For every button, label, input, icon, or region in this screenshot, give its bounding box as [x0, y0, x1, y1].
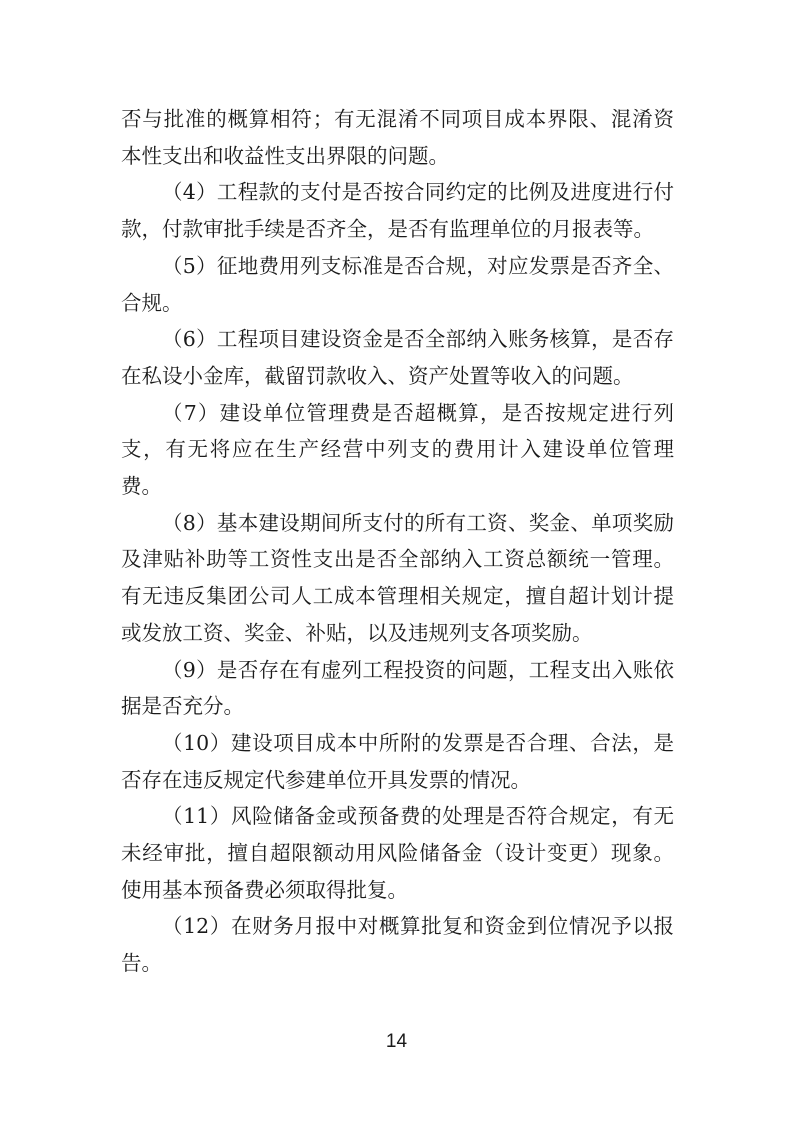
paragraph-item-11: （11）风险储备金或预备费的处理是否符合规定，有无未经审批，擅自超限额动用风险储备金（设计变更）现象。使用基本预备费必须取得批复。	[121, 804, 674, 902]
paragraph-item-8: （8）基本建设期间所支付的所有工资、奖金、单项奖励及津贴补助等工资性支出是否全部纳入工资总额统一管理。有无违反集团公司人工成本管理相关规定，擅自超计划计提或发放工资、奖金、补贴，以及违规列支各项奖励。	[121, 510, 674, 645]
paragraph-item-6: （6）工程项目建设资金是否全部纳入账务核算，是否存在私设小金库，截留罚款收入、资产处置等收入的问题。	[121, 327, 674, 388]
paragraph-item-12: （12）在财务月报中对概算批复和资金到位情况予以报告。	[121, 914, 674, 976]
paragraph-item-10: （10）建设项目成本中所附的发票是否合理、合法，是否存在违反规定代参建单位开具发票的情况。	[121, 730, 674, 792]
body-text	[121, 101, 674, 982]
paragraph-item-7: （7）建设单位管理费是否超概算，是否按规定进行列支，有无将应在生产经营中列支的费用计入建设单位管理费。	[121, 400, 674, 499]
paragraph-continuation: 否与批准的概算相符；有无混淆不同项目成本界限、混淆资本性支出和收益性支出界限的问题。	[121, 107, 674, 168]
paragraph-item-9: （9）是否存在有虚列工程投资的问题，工程支出入账依据是否充分。	[121, 657, 674, 719]
paragraph-item-4: （4）工程款的支付是否按合同约定的比例及进度进行付款，付款审批手续是否齐全，是否有监理单位的月报表等。	[121, 180, 674, 242]
page-number: 14	[385, 1031, 408, 1052]
paragraph-item-5: （5）征地费用列支标准是否合规，对应发票是否齐全、合规。	[121, 253, 674, 315]
